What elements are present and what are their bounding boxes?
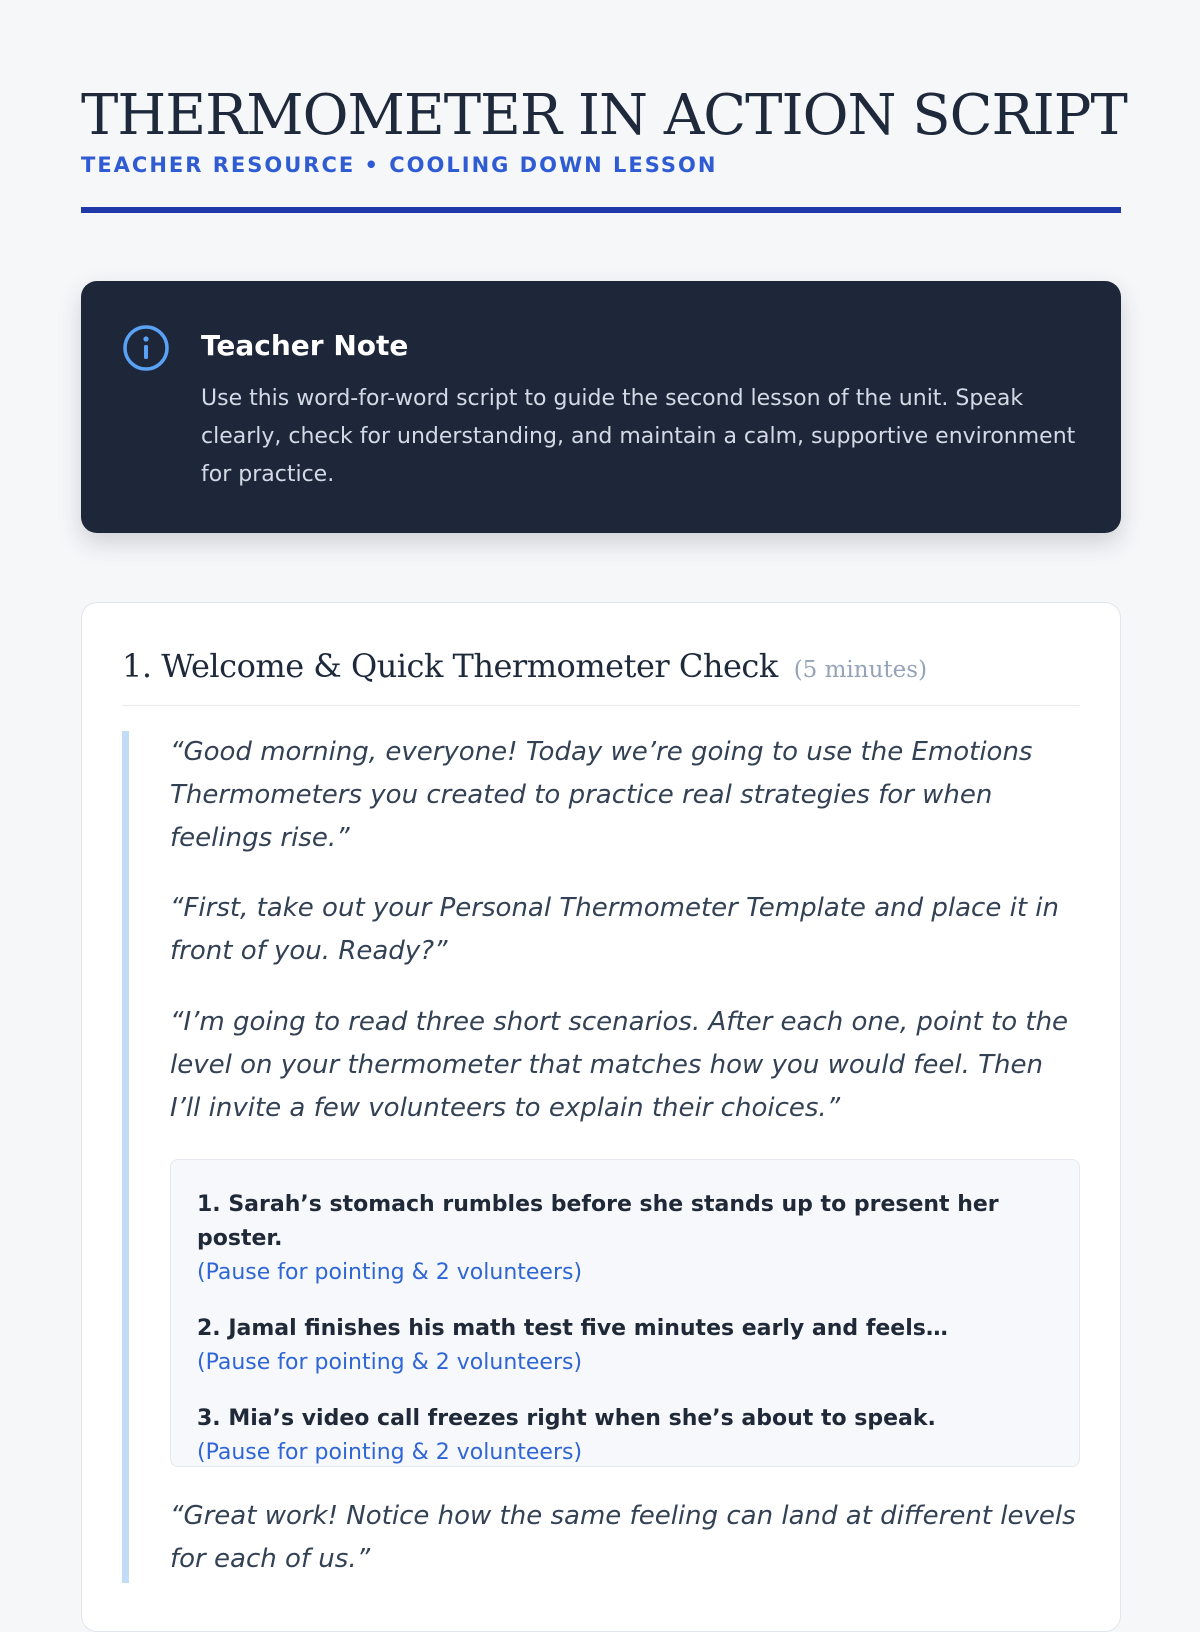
script-line: “First, take out your Personal Thermometer Template and place it in front of you. Ready?”: [170, 893, 1059, 966]
scenario-text: 3. Mia’s video call freezes right when she’s about to speak.: [197, 1406, 936, 1431]
lesson-section-card: [81, 602, 1121, 1632]
scenario-text: 2. Jamal finishes his math test five minutes early and feels…: [197, 1316, 948, 1341]
scenario-cue: (Pause for pointing & 2 volunteers): [197, 1440, 583, 1465]
page-header: [81, 80, 1127, 178]
scenario-cue: (Pause for pointing & 2 volunteers): [197, 1260, 583, 1285]
script-line: “I’m going to read three short scenarios. After each one, point to the level on your thermometer that matches how you would feel. Then I’ll invite a few volunteers to explain their choices.”: [170, 1007, 1069, 1123]
teacher-note-panel: [81, 281, 1121, 533]
header-divider: [81, 207, 1121, 213]
script-line: “Good morning, everyone! Today we’re going to use the Emotions Thermometers you created to practice real strategies for when feelings rise.”: [170, 737, 1033, 853]
scenario-item: [197, 1312, 1053, 1380]
script-line: “Great work! Notice how the same feeling can land at different levels for each of us.”: [170, 1501, 1076, 1574]
info-icon: [122, 324, 170, 372]
section-duration: (5 minutes): [793, 657, 928, 683]
section-header: [122, 647, 1080, 706]
scenario-cue: (Pause for pointing & 2 volunteers): [197, 1350, 583, 1375]
section-title: 1. Welcome & Quick Thermometer Check: [122, 647, 778, 685]
script-block: [122, 731, 1080, 1583]
scenario-item: [197, 1402, 1053, 1470]
teacher-note-text: Use this word-for-word script to guide the second lesson of the unit. Speak clearly, check for understanding, and maintain a calm, supportive environment for practice.: [201, 386, 1076, 487]
scenario-item: [197, 1188, 1053, 1290]
page-title: THERMOMETER IN ACTION SCRIPT: [81, 83, 1127, 148]
scenario-list: [170, 1159, 1080, 1467]
page-subtitle: TEACHER RESOURCE • COOLING DOWN LESSON: [81, 153, 718, 177]
teacher-note-title: Teacher Note: [201, 329, 409, 362]
scenario-text: 1. Sarah’s stomach rumbles before she stands up to present her poster.: [197, 1192, 999, 1251]
